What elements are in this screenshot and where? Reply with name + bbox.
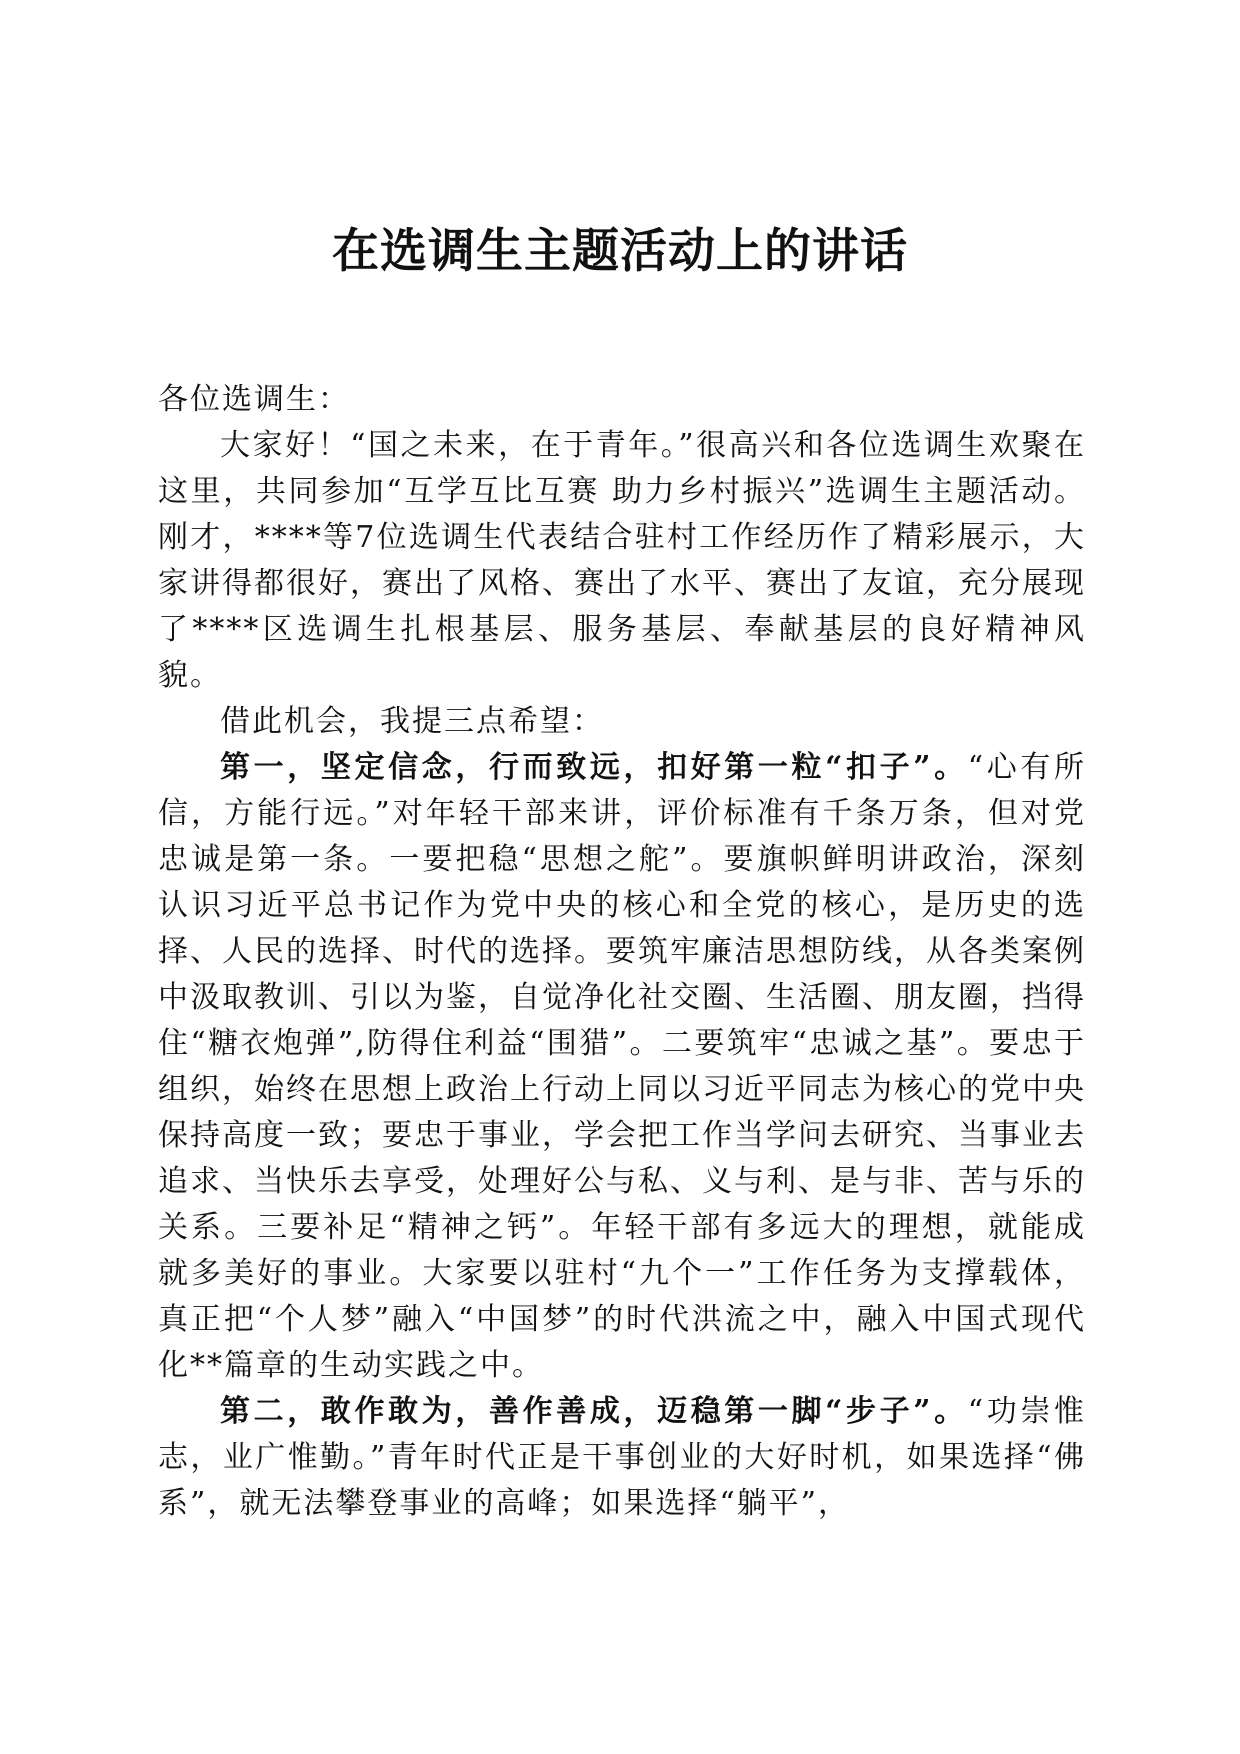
- paragraph-text: 大家好！“国之未来，在于青年。”很高兴和各位选调生欢聚在这里，共同参加“互学互比互赛 助力乡村振兴”选调生主题活动。刚才，****等7位选调生代表结合驻村工作经历作了精彩展示，大家讲得都很好，赛出了风格、赛出了水平、赛出了友谊，充分展现了****区选调生扎根基层、服务基层、奉献基层的良好精神风貌。: [158, 428, 1086, 693]
- paragraph-greeting: [158, 423, 1086, 699]
- salutation: 各位选调生：: [158, 382, 350, 417]
- paragraph-intro: [158, 699, 1086, 745]
- paragraph-text: 借此机会，我提三点希望：: [220, 704, 604, 739]
- paragraph-text: “功崇惟志，业广惟勤。”青年时代正是干事创业的大好时机，如果选择“佛系”，就无法攀登事业的高峰；如果选择“躺平”，: [158, 1394, 1086, 1521]
- document-body: [158, 377, 1086, 1527]
- paragraph-lead: 第二，敢作敢为，善作善成，迈稳第一脚“步子”。: [220, 1394, 968, 1429]
- paragraph-point-one: [158, 745, 1086, 1389]
- paragraph-lead: 第一，坚定信念，行而致远，扣好第一粒“扣子”。: [220, 750, 968, 785]
- paragraph-point-two: [158, 1389, 1086, 1527]
- document-title: 在选调生主题活动上的讲话: [332, 224, 908, 279]
- paragraph-text: “心有所信，方能行远。”对年轻干部来讲，评价标准有千条万条，但对党忠诚是第一条。一要把稳“思想之舵”。要旗帜鲜明讲政治，深刻认识习近平总书记作为党中央的核心和全党的核心，是历史的选择、人民的选择、时代的选择。要筑牢廉洁思想防线，从各类案例中汲取教训、引以为鉴，自觉净化社交圈、生活圈、朋友圈，挡得住“糖衣炮弹”,防得住利益“围猎”。二要筑牢“忠诚之基”。要忠于组织，始终在思想上政治上行动上同以习近平同志为核心的党中央保持高度一致；要忠于事业，学会把工作当学问去研究、当事业去追求、当快乐去享受，处理好公与私、义与利、是与非、苦与乐的关系。三要补足“精神之钙”。年轻干部有多远大的理想，就能成就多美好的事业。大家要以驻村“九个一”工作任务为支撑载体，真正把“个人梦”融入“中国梦”的时代洪流之中，融入中国式现代化**篇章的生动实践之中。: [158, 750, 1086, 1383]
